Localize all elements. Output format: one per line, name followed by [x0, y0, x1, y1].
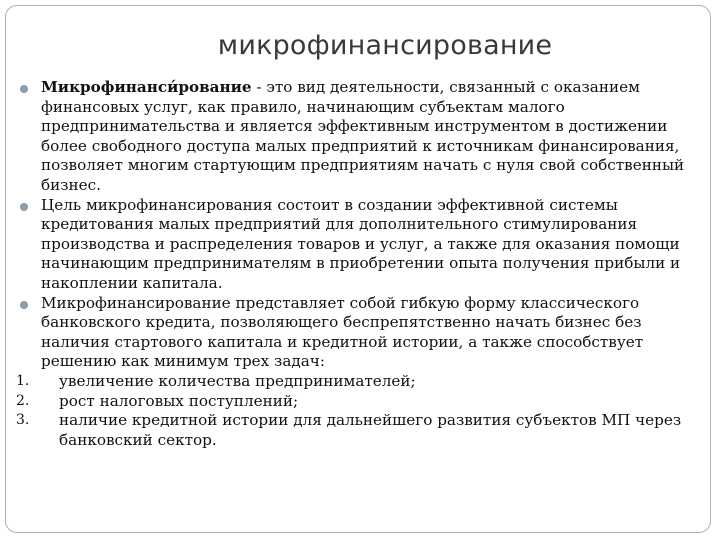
bullet-dot-icon [20, 301, 28, 309]
bullet-item-form [16, 294, 706, 372]
task-number: 3. [16, 412, 30, 429]
task-number: 2. [16, 392, 30, 409]
task-item-2 [16, 392, 706, 412]
bullet-dot-icon [20, 85, 28, 93]
slide-content [16, 78, 706, 450]
bullet-dot-icon [20, 203, 28, 211]
form-text: Микрофинансирование представляет собой гибкую форму классического банковского кредита, позволяющего беспрепятственно начать бизнес без наличия стартового капитала и кредитной истории, а также способствует решению как минимум трех задач: [41, 293, 644, 371]
task-text: наличие кредитной истории для дальнейшего развития субъектов МП через банковский сектор. [59, 411, 682, 449]
task-item-1 [16, 372, 706, 392]
definition-text: - это вид деятельности, связанный с оказанием финансовых услуг, как правило, начинающим субъектам малого предпринимательства и является эффективным инструментом в достижении более свободного доступа малых предприятий к источникам финансирования, позволяет многим стартующим предприятиям начать с нуля свой собственный бизнес. [41, 78, 685, 194]
bullet-item-goal [16, 196, 706, 294]
task-item-3 [16, 411, 706, 450]
task-number: 1. [16, 372, 30, 389]
slide [5, 5, 711, 533]
task-text: рост налоговых поступлений; [59, 391, 299, 410]
term-bold: Микрофинанси́рование [41, 78, 252, 96]
bullet-item-definition [16, 78, 706, 196]
slide-title: микрофинансирование [217, 30, 553, 61]
task-text: увеличение количества предпринимателей; [59, 371, 416, 390]
goal-text: Цель микрофинансирования состоит в создании эффективной системы кредитования малых предприятий для дополнительного стимулирования производства и распределения товаров и услуг, а также для оказания помощи начинающим предпринимателям в приобретении опыта получения прибыли и накоплении капитала. [41, 195, 681, 292]
